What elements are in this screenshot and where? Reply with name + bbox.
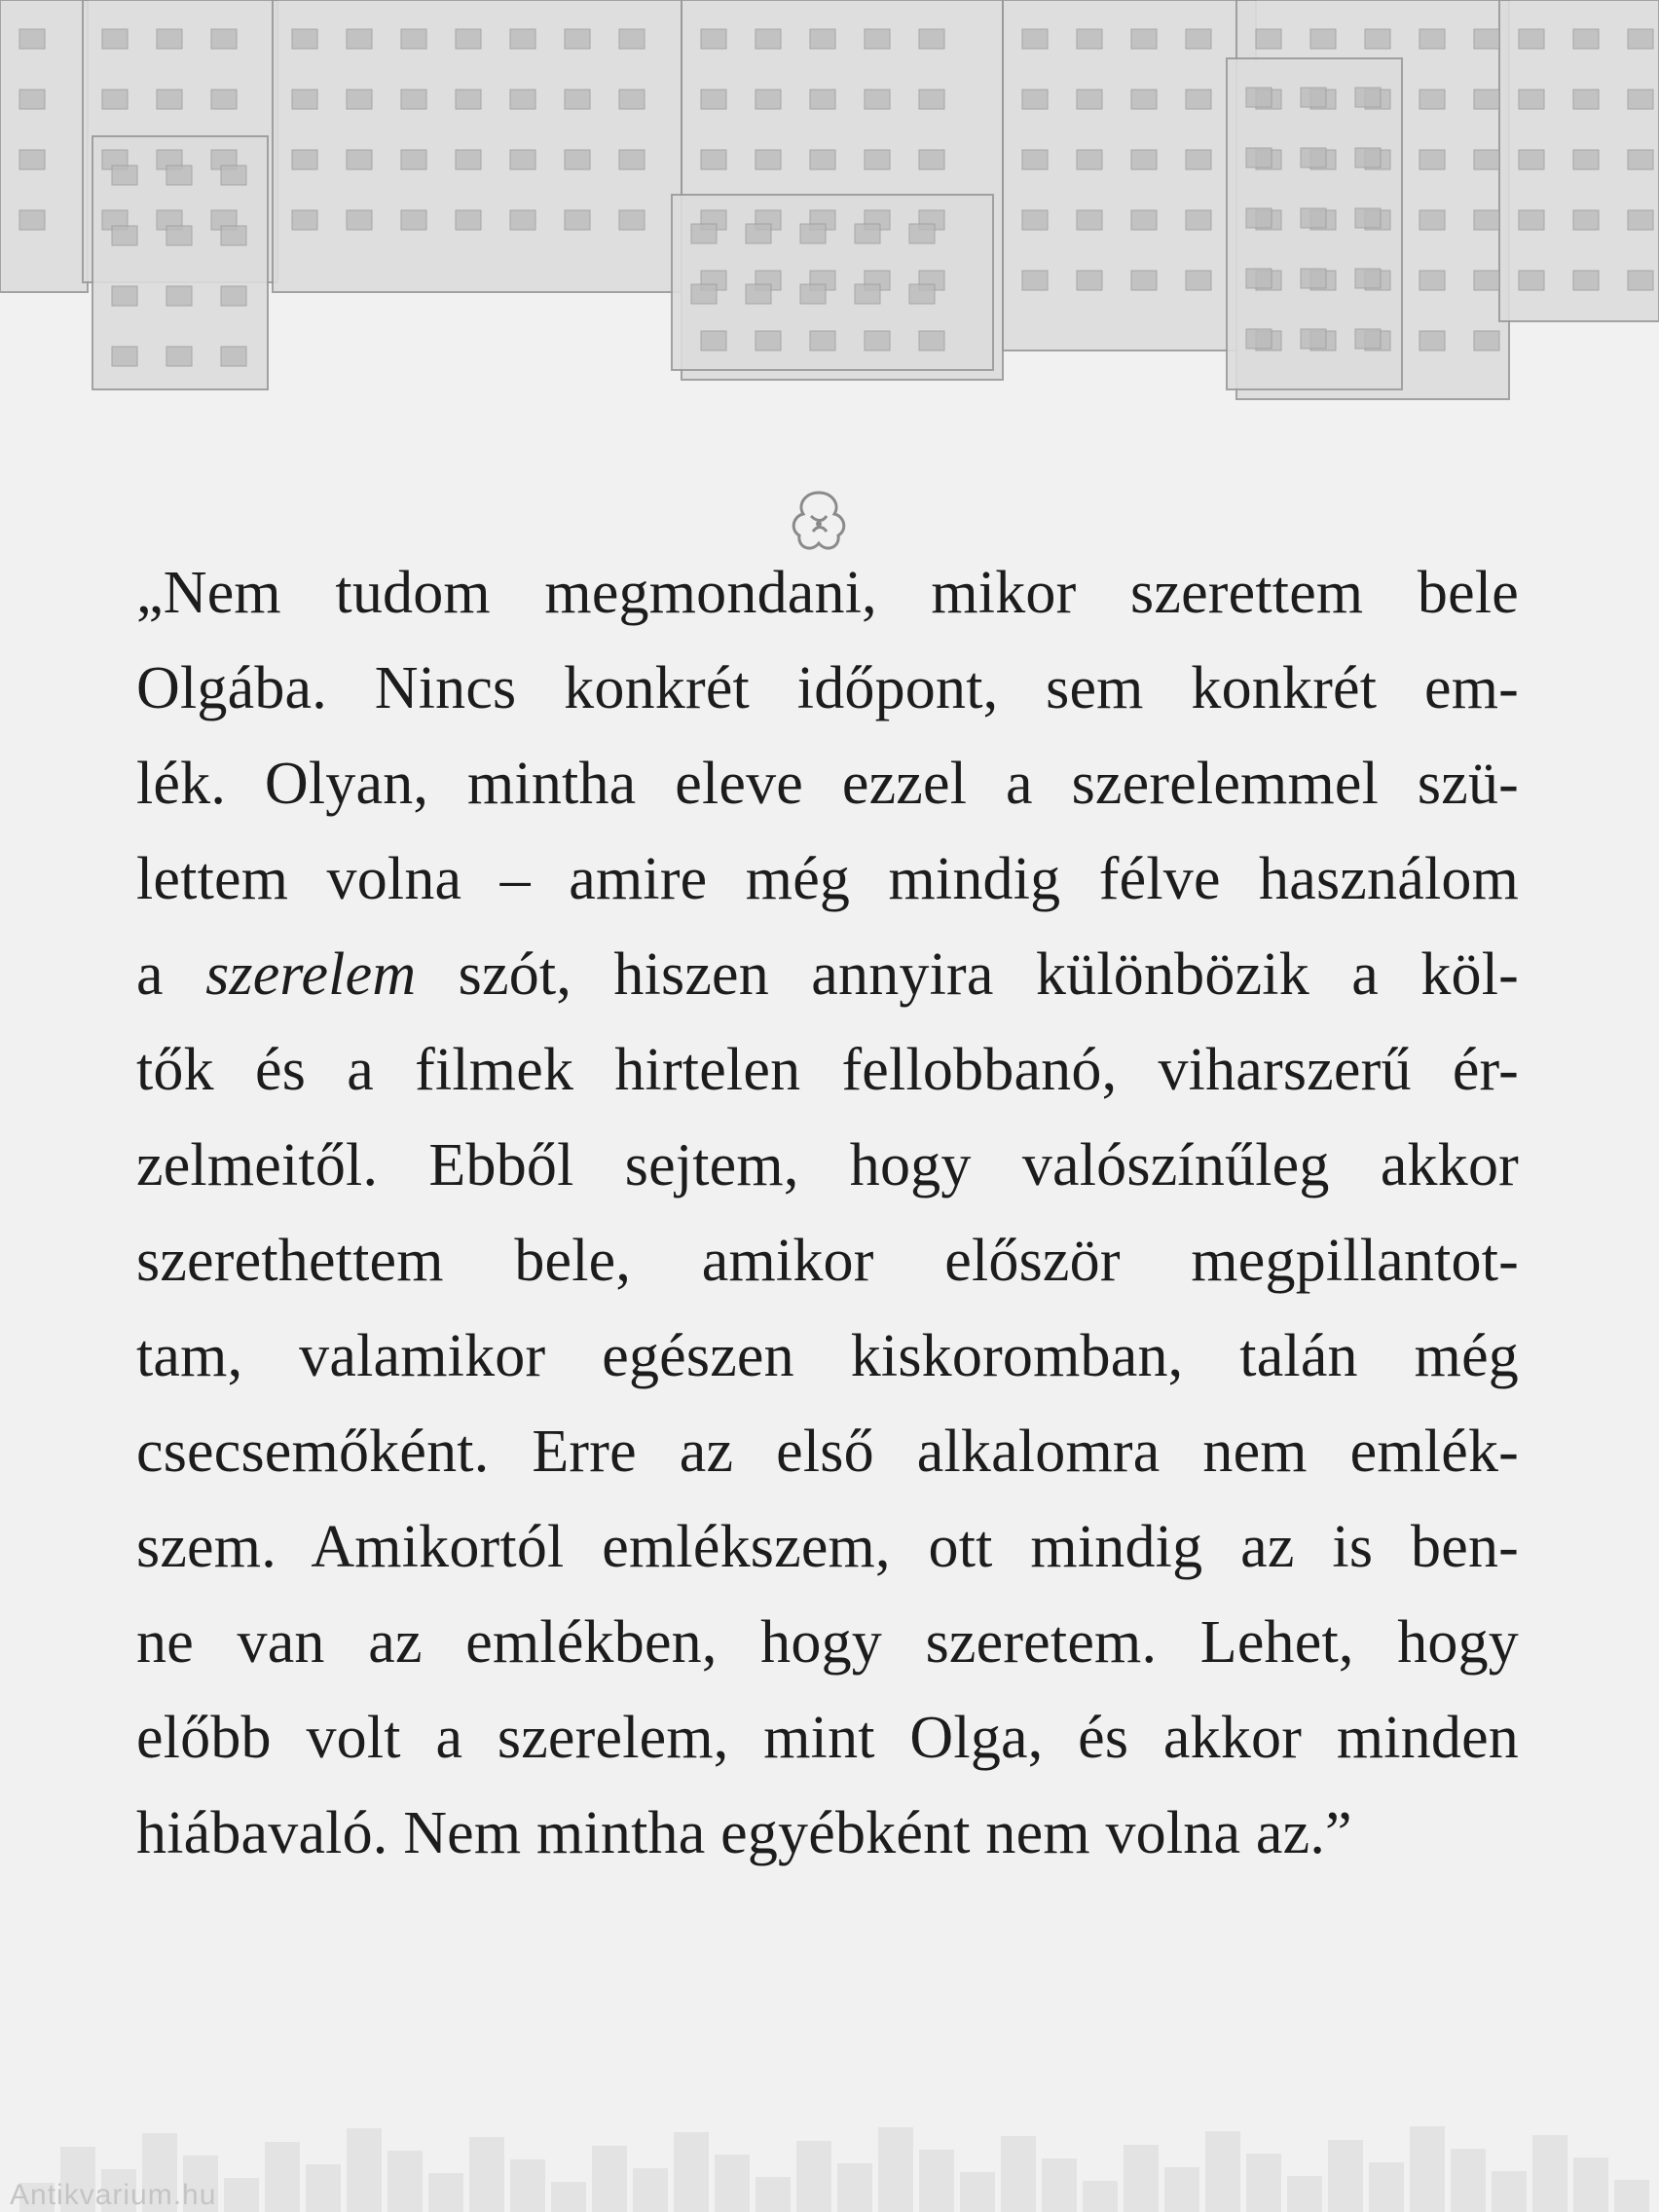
footer-building-sketch xyxy=(306,2164,341,2212)
building-sketch xyxy=(810,90,835,109)
building-sketch xyxy=(1519,29,1544,49)
building-sketch xyxy=(1186,90,1211,109)
passage-line: lék. Olyan, mintha eleve ezzel a szerelemmel szü- xyxy=(136,751,1519,817)
building-sketch xyxy=(292,150,317,169)
passage-text: a xyxy=(136,941,206,1008)
building-sketch xyxy=(221,226,246,245)
building-sketch xyxy=(112,166,137,185)
building-sketch xyxy=(1186,210,1211,230)
building-sketch xyxy=(1246,329,1272,349)
building-sketch xyxy=(1022,90,1048,109)
building-sketch xyxy=(221,286,246,306)
building-sketch xyxy=(919,90,944,109)
building-sketch xyxy=(800,224,826,243)
building-sketch xyxy=(1022,271,1048,290)
building-sketch xyxy=(1131,90,1157,109)
footer-building-sketch xyxy=(592,2146,627,2212)
building-sketch xyxy=(102,29,128,49)
building-sketch xyxy=(1246,208,1272,228)
building-sketch xyxy=(1628,90,1653,109)
passage-line: lettem volna – amire még mindig félve használom xyxy=(136,846,1519,912)
building-sketch xyxy=(347,210,372,230)
building-sketch xyxy=(157,90,182,109)
footer-building-sketch xyxy=(1614,2180,1649,2212)
building-sketch xyxy=(1573,90,1599,109)
footer-building-sketch xyxy=(1287,2176,1322,2212)
footer-building-sketch xyxy=(1124,2145,1159,2212)
passage-line: tők és a filmek hirtelen fellobbanó, viharszerű ér- xyxy=(136,1037,1519,1103)
footer-building-sketch xyxy=(756,2177,791,2212)
building-sketch xyxy=(292,210,317,230)
passage-line: csecsemőként. Erre az első alkalomra nem emlék- xyxy=(136,1419,1519,1485)
building-sketch xyxy=(1628,210,1653,230)
passage-line: ne van az emlékben, hogy szeretem. Lehet, hogy xyxy=(136,1609,1519,1676)
building-sketch xyxy=(211,29,237,49)
building-sketch xyxy=(1186,150,1211,169)
italic-word: szerelem xyxy=(205,941,417,1008)
building-sketch xyxy=(510,29,535,49)
building-sketch xyxy=(1131,210,1157,230)
building-sketch xyxy=(1301,329,1326,349)
building-sketch xyxy=(1365,29,1390,49)
building-sketch xyxy=(1131,271,1157,290)
building-sketch xyxy=(1419,150,1445,169)
building-sketch xyxy=(756,150,781,169)
watermark-text: Antikvarium.hu xyxy=(10,2179,217,2211)
footer-building-sketch xyxy=(1451,2149,1486,2212)
building-sketch xyxy=(619,210,645,230)
building-sketch xyxy=(701,29,726,49)
footer-building-sketch xyxy=(1492,2171,1527,2212)
passage-line: előbb volt a szerelem, mint Olga, és akkor minden xyxy=(136,1705,1519,1771)
building-sketch xyxy=(701,331,726,350)
footer-building-sketch xyxy=(960,2172,995,2212)
building-sketch xyxy=(865,331,890,350)
passage-line: zelmeitől. Ebből sejtem, hogy valószínűleg akkor xyxy=(136,1132,1519,1198)
footer-building-sketch xyxy=(1246,2154,1281,2212)
building-sketch xyxy=(401,29,426,49)
building-sketch xyxy=(909,284,935,304)
footer-building-sketch xyxy=(633,2168,668,2212)
building-sketch xyxy=(691,224,717,243)
building-sketch xyxy=(1246,148,1272,167)
building-sketch xyxy=(19,29,45,49)
building-sketch xyxy=(1519,90,1544,109)
building-sketch xyxy=(565,150,590,169)
building-sketch xyxy=(510,150,535,169)
building-sketch xyxy=(1355,88,1381,107)
building-sketch xyxy=(746,224,771,243)
building-sketch xyxy=(565,29,590,49)
building-sketch xyxy=(701,90,726,109)
footer-building-sketch xyxy=(1083,2181,1118,2212)
building-sketch xyxy=(401,90,426,109)
passage-line: Olgába. Nincs konkrét időpont, sem konkrét em- xyxy=(136,655,1519,721)
building-sketch xyxy=(401,150,426,169)
building-sketch xyxy=(619,29,645,49)
building-sketch xyxy=(756,29,781,49)
building-sketch xyxy=(1186,271,1211,290)
building-sketch xyxy=(919,150,944,169)
building-sketch xyxy=(746,284,771,304)
building-sketch xyxy=(1474,90,1499,109)
footer-building-sketch xyxy=(715,2155,750,2212)
building-sketch xyxy=(919,331,944,350)
footer-building-sketch xyxy=(1001,2136,1036,2212)
building-sketch xyxy=(619,90,645,109)
building-sketch xyxy=(1519,210,1544,230)
building-sketch xyxy=(1186,29,1211,49)
building-sketch xyxy=(1628,150,1653,169)
building-sketch xyxy=(855,284,880,304)
building-sketch xyxy=(565,210,590,230)
building-sketch xyxy=(1474,210,1499,230)
building-sketch xyxy=(756,90,781,109)
building-sketch xyxy=(1573,29,1599,49)
building-sketch xyxy=(347,90,372,109)
passage-line: „Nem tudom megmondani, mikor szerettem bele xyxy=(136,560,1519,626)
building-sketch xyxy=(1519,150,1544,169)
building-sketch xyxy=(1301,208,1326,228)
footer-sketch xyxy=(0,2064,1659,2212)
building-sketch xyxy=(1474,29,1499,49)
footer-building-sketch xyxy=(1042,2158,1077,2212)
building-sketch xyxy=(1355,269,1381,288)
building-sketch xyxy=(166,226,192,245)
building-sketch xyxy=(221,347,246,366)
footer-building-sketch xyxy=(224,2178,259,2212)
footer-building-sketch xyxy=(1328,2140,1363,2212)
building-sketch xyxy=(292,90,317,109)
building-sketch xyxy=(1131,150,1157,169)
building-sketch xyxy=(166,286,192,306)
footer-building-sketch xyxy=(387,2151,423,2212)
building-sketch xyxy=(102,90,128,109)
building-sketch xyxy=(1077,90,1102,109)
building-sketch xyxy=(800,284,826,304)
footer-building-sketch xyxy=(551,2182,586,2212)
footer-building-sketch xyxy=(919,2150,954,2212)
building-sketch xyxy=(1474,150,1499,169)
passage-line: szerethettem bele, amikor először megpillantot- xyxy=(136,1228,1519,1294)
building-sketch xyxy=(1256,29,1281,49)
footer-building-sketch xyxy=(1532,2135,1567,2212)
building-sketch xyxy=(865,150,890,169)
building-sketch xyxy=(1022,150,1048,169)
building-sketch xyxy=(1573,150,1599,169)
building-sketch xyxy=(456,90,481,109)
passage-line: szem. Amikortól emlékszem, ott mindig az is ben- xyxy=(136,1514,1519,1580)
footer-building-sketch xyxy=(265,2142,300,2212)
building-sketch xyxy=(211,90,237,109)
building-sketch xyxy=(1131,29,1157,49)
building-sketch xyxy=(1301,88,1326,107)
footer-building-sketch xyxy=(1164,2167,1199,2212)
building-sketch xyxy=(1022,210,1048,230)
building-sketch xyxy=(1301,269,1326,288)
building-sketch xyxy=(1077,271,1102,290)
building-sketch xyxy=(1022,29,1048,49)
building-sketch xyxy=(1077,210,1102,230)
footer-building-sketch xyxy=(510,2159,545,2212)
building-sketch xyxy=(347,29,372,49)
building-sketch xyxy=(292,29,317,49)
building-sketch xyxy=(1628,29,1653,49)
building-sketch xyxy=(401,210,426,230)
building-sketch xyxy=(865,90,890,109)
footer-building-sketch xyxy=(469,2137,504,2212)
building-sketch xyxy=(855,224,880,243)
building-sketch xyxy=(456,210,481,230)
building-sketch xyxy=(157,29,182,49)
building-sketch xyxy=(1419,331,1445,350)
building-sketch xyxy=(221,166,246,185)
building-sketch xyxy=(691,284,717,304)
building-sketch xyxy=(865,29,890,49)
passage-line: hiábavaló. Nem mintha egyébként nem volna az.” xyxy=(136,1800,1352,1866)
building-sketch xyxy=(1355,329,1381,349)
footer-building-sketch xyxy=(347,2128,382,2212)
building-sketch xyxy=(919,29,944,49)
building-sketch xyxy=(1355,208,1381,228)
building-sketch xyxy=(810,29,835,49)
building-sketch xyxy=(456,150,481,169)
building-sketch xyxy=(1077,29,1102,49)
building-sketch xyxy=(510,90,535,109)
building-sketch xyxy=(1628,271,1653,290)
building-sketch xyxy=(1003,0,1256,350)
building-sketch xyxy=(19,210,45,230)
building-sketch xyxy=(347,150,372,169)
building-sketch xyxy=(166,166,192,185)
building-sketch xyxy=(456,29,481,49)
building-sketch xyxy=(1573,210,1599,230)
building-sketch xyxy=(1077,150,1102,169)
building-sketch xyxy=(1355,148,1381,167)
building-sketch xyxy=(1419,29,1445,49)
footer-building-sketch xyxy=(878,2127,913,2212)
building-sketch xyxy=(112,226,137,245)
passage-line: tam, valamikor egészen kiskoromban, talán még xyxy=(136,1323,1519,1389)
building-sketch xyxy=(510,210,535,230)
footer-building-sketch xyxy=(837,2163,872,2212)
footer-building-sketch xyxy=(674,2132,709,2212)
building-sketch xyxy=(1419,90,1445,109)
building-sketch xyxy=(1419,210,1445,230)
building-sketch xyxy=(112,347,137,366)
building-sketch xyxy=(810,150,835,169)
building-sketch xyxy=(1246,269,1272,288)
building-sketch xyxy=(1573,271,1599,290)
building-sketch xyxy=(1246,88,1272,107)
quote-passage xyxy=(136,545,1519,1881)
building-sketch xyxy=(1474,271,1499,290)
footer-building-sketch xyxy=(1573,2157,1608,2212)
building-sketch xyxy=(909,224,935,243)
footer-building-sketch xyxy=(428,2173,463,2212)
building-sketch xyxy=(1301,148,1326,167)
building-sketch xyxy=(810,331,835,350)
passage-text: szót, hiszen annyira különbözik a köl- xyxy=(416,941,1519,1008)
building-sketch xyxy=(701,150,726,169)
city-illustration xyxy=(0,0,1659,428)
building-sketch xyxy=(565,90,590,109)
building-sketch xyxy=(756,331,781,350)
building-sketch xyxy=(1474,331,1499,350)
building-sketch xyxy=(1419,271,1445,290)
footer-building-sketch xyxy=(1369,2162,1404,2212)
building-sketch xyxy=(166,347,192,366)
building-sketch xyxy=(1310,29,1336,49)
footer-building-sketch xyxy=(1205,2131,1240,2212)
building-sketch xyxy=(19,150,45,169)
passage-line xyxy=(136,927,1519,1022)
building-sketch xyxy=(19,90,45,109)
footer-building-sketch xyxy=(1410,2126,1445,2212)
building-sketch xyxy=(619,150,645,169)
building-sketch xyxy=(112,286,137,306)
footer-building-sketch xyxy=(796,2141,831,2212)
building-sketch xyxy=(1519,271,1544,290)
